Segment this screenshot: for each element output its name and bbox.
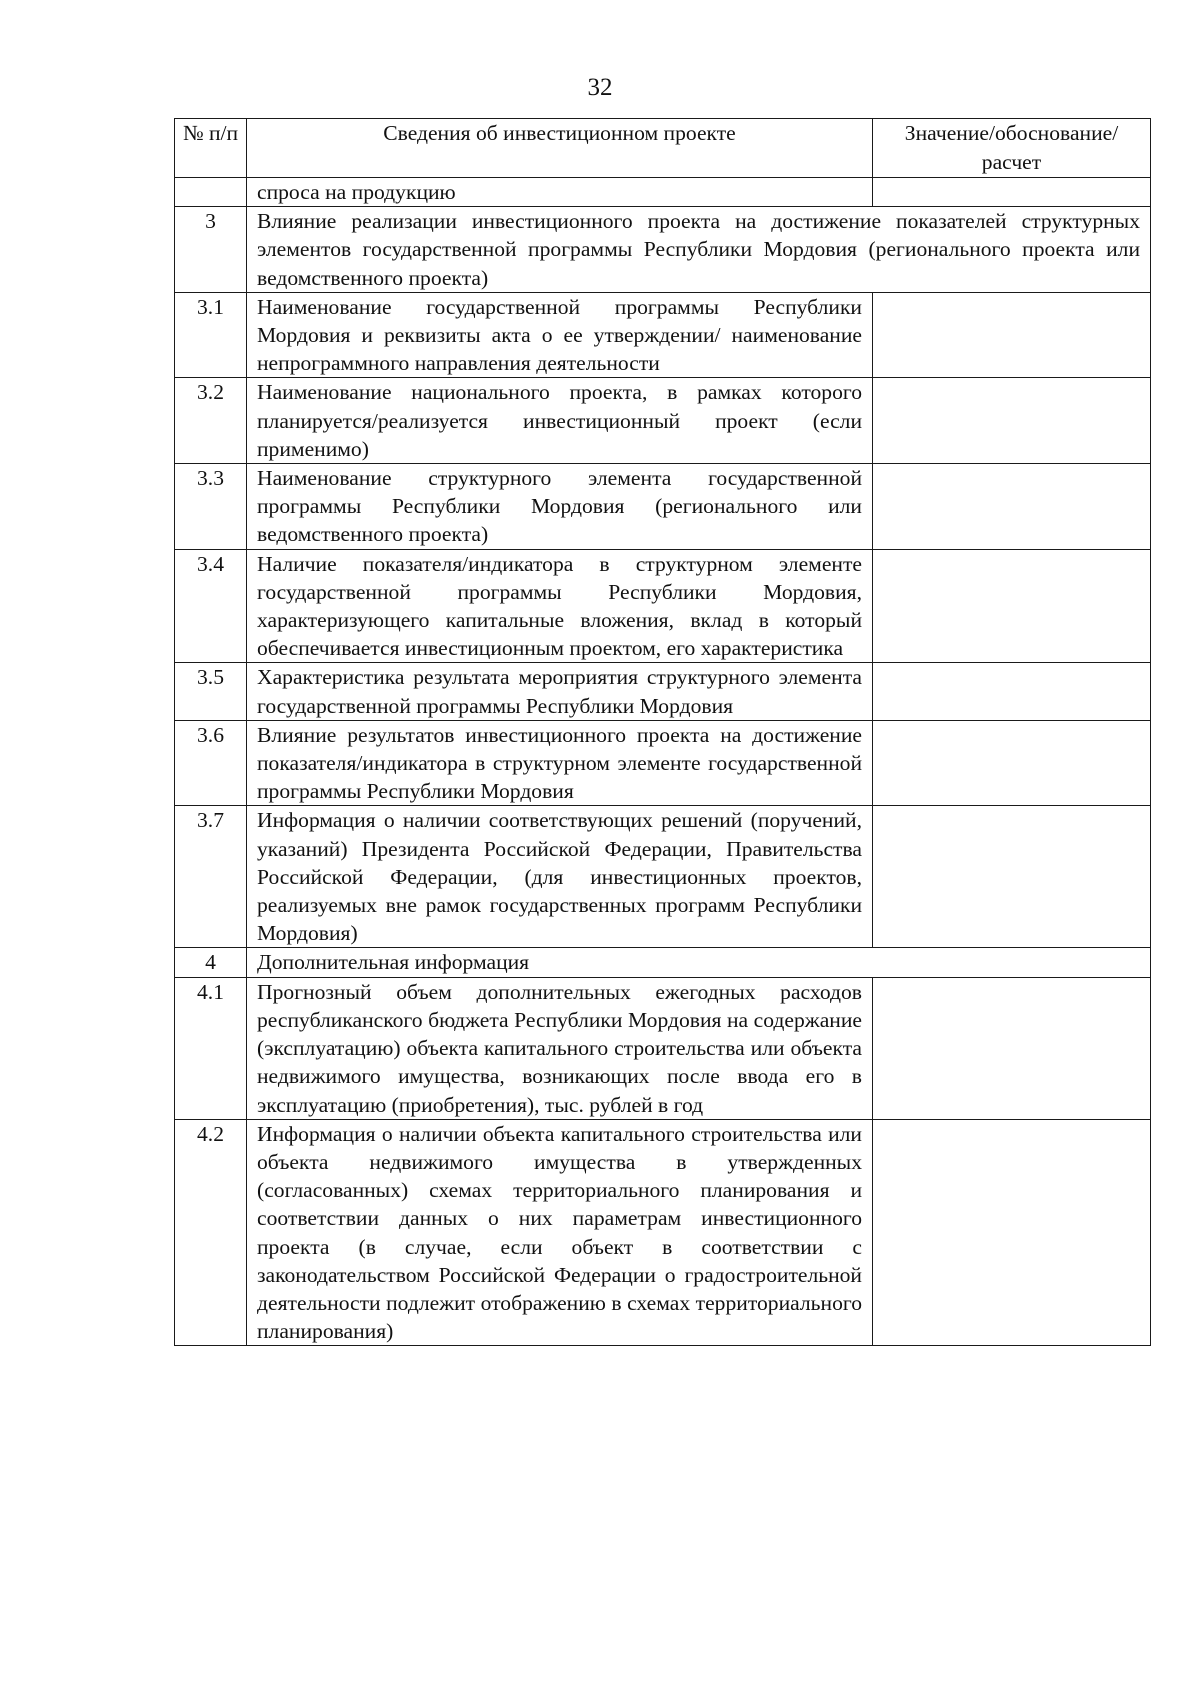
row-value (873, 720, 1151, 806)
row-text: Наименование структурного элемента государственной программы Республики Мордовия (регионального или ведомственного проекта) (247, 464, 873, 550)
row-text: Информация о наличии объекта капитального строительства или объекта недвижимого имущества в утвержденных (согласованных) схемах территориального планирования и соответствии данных о них параметрам инвестиционного проекта (в случае, если объект в соответствии с законодательством Российской Федерации о градостроительной деятельности подлежит отображению в схемах территориального планирования) (247, 1119, 873, 1346)
table-row (175, 720, 1151, 806)
row-num: 4.2 (175, 1119, 247, 1346)
continuation-text: спроса на продукцию (247, 178, 873, 207)
continuation-value-cell (873, 178, 1151, 207)
section-4-row (175, 948, 1151, 977)
row-num: 3.1 (175, 292, 247, 378)
row-value (873, 292, 1151, 378)
table-row (175, 292, 1151, 378)
row-value (873, 378, 1151, 464)
row-text: Наименование национального проекта, в рамках которого планируется/реализуется инвестиционный проект (если применимо) (247, 378, 873, 464)
row-num: 3.7 (175, 806, 247, 948)
row-text: Информация о наличии соответствующих решений (поручений, указаний) Президента Российской Федерации, Правительства Российской Федерации, (для инвестиционных проектов, реализуемых вне рамок государственных программ Республики Мордовия) (247, 806, 873, 948)
header-value-col: Значение/обоснование/ расчет (873, 119, 1151, 178)
section-3-title: Влияние реализации инвестиционного проекта на достижение показателей структурных элементов государственной программы Республики Мордовия (регионального проекта или ведомственного проекта) (247, 207, 1151, 293)
row-value (873, 977, 1151, 1119)
row-value (873, 1119, 1151, 1346)
row-text: Влияние результатов инвестиционного проекта на достижение показателя/индикатора в структурном элементе государственной программы Республики Мордовия (247, 720, 873, 806)
table-row (175, 464, 1151, 550)
row-text: Прогнозный объем дополнительных ежегодных расходов республиканского бюджета Республики Мордовия на содержание (эксплуатацию) объекта капитального строительства или объекта недвижимого имущества, возникающих после ввода его в эксплуатацию (приобретения), тыс. рублей в год (247, 977, 873, 1119)
table-row (175, 378, 1151, 464)
header-info-col: Сведения об инвестиционном проекте (247, 119, 873, 178)
row-text: Наименование государственной программы Республики Мордовия и реквизиты акта о ее утверждении/ наименование непрограммного направления деятельности (247, 292, 873, 378)
row-num: 3.2 (175, 378, 247, 464)
row-value (873, 806, 1151, 948)
row-num: 3.4 (175, 549, 247, 663)
table-row (175, 977, 1151, 1119)
table-row (175, 663, 1151, 720)
continuation-num-cell (175, 178, 247, 207)
row-value (873, 464, 1151, 550)
table-row (175, 549, 1151, 663)
investment-project-table (174, 118, 1151, 1346)
row-num: 4.1 (175, 977, 247, 1119)
row-num: 3.6 (175, 720, 247, 806)
row-value (873, 663, 1151, 720)
section-3-row (175, 207, 1151, 293)
table-row (175, 1119, 1151, 1346)
section-3-num: 3 (175, 207, 247, 293)
row-text: Характеристика результата мероприятия структурного элемента государственной программы Республики Мордовия (247, 663, 873, 720)
section-4-num: 4 (175, 948, 247, 977)
table-row (175, 806, 1151, 948)
row-text: Наличие показателя/индикатора в структурном элементе государственной программы Республики Мордовия, характеризующего капитальные вложения, вклад в который обеспечивается инвестиционным проектом, его характеристика (247, 549, 873, 663)
header-num-col: № п/п (175, 119, 247, 178)
section-4-title: Дополнительная информация (247, 948, 1151, 977)
page-number: 32 (587, 74, 613, 101)
row-num: 3.3 (175, 464, 247, 550)
table-header-row (175, 119, 1151, 178)
row-num: 3.5 (175, 663, 247, 720)
continuation-row (175, 178, 1151, 207)
row-value (873, 549, 1151, 663)
